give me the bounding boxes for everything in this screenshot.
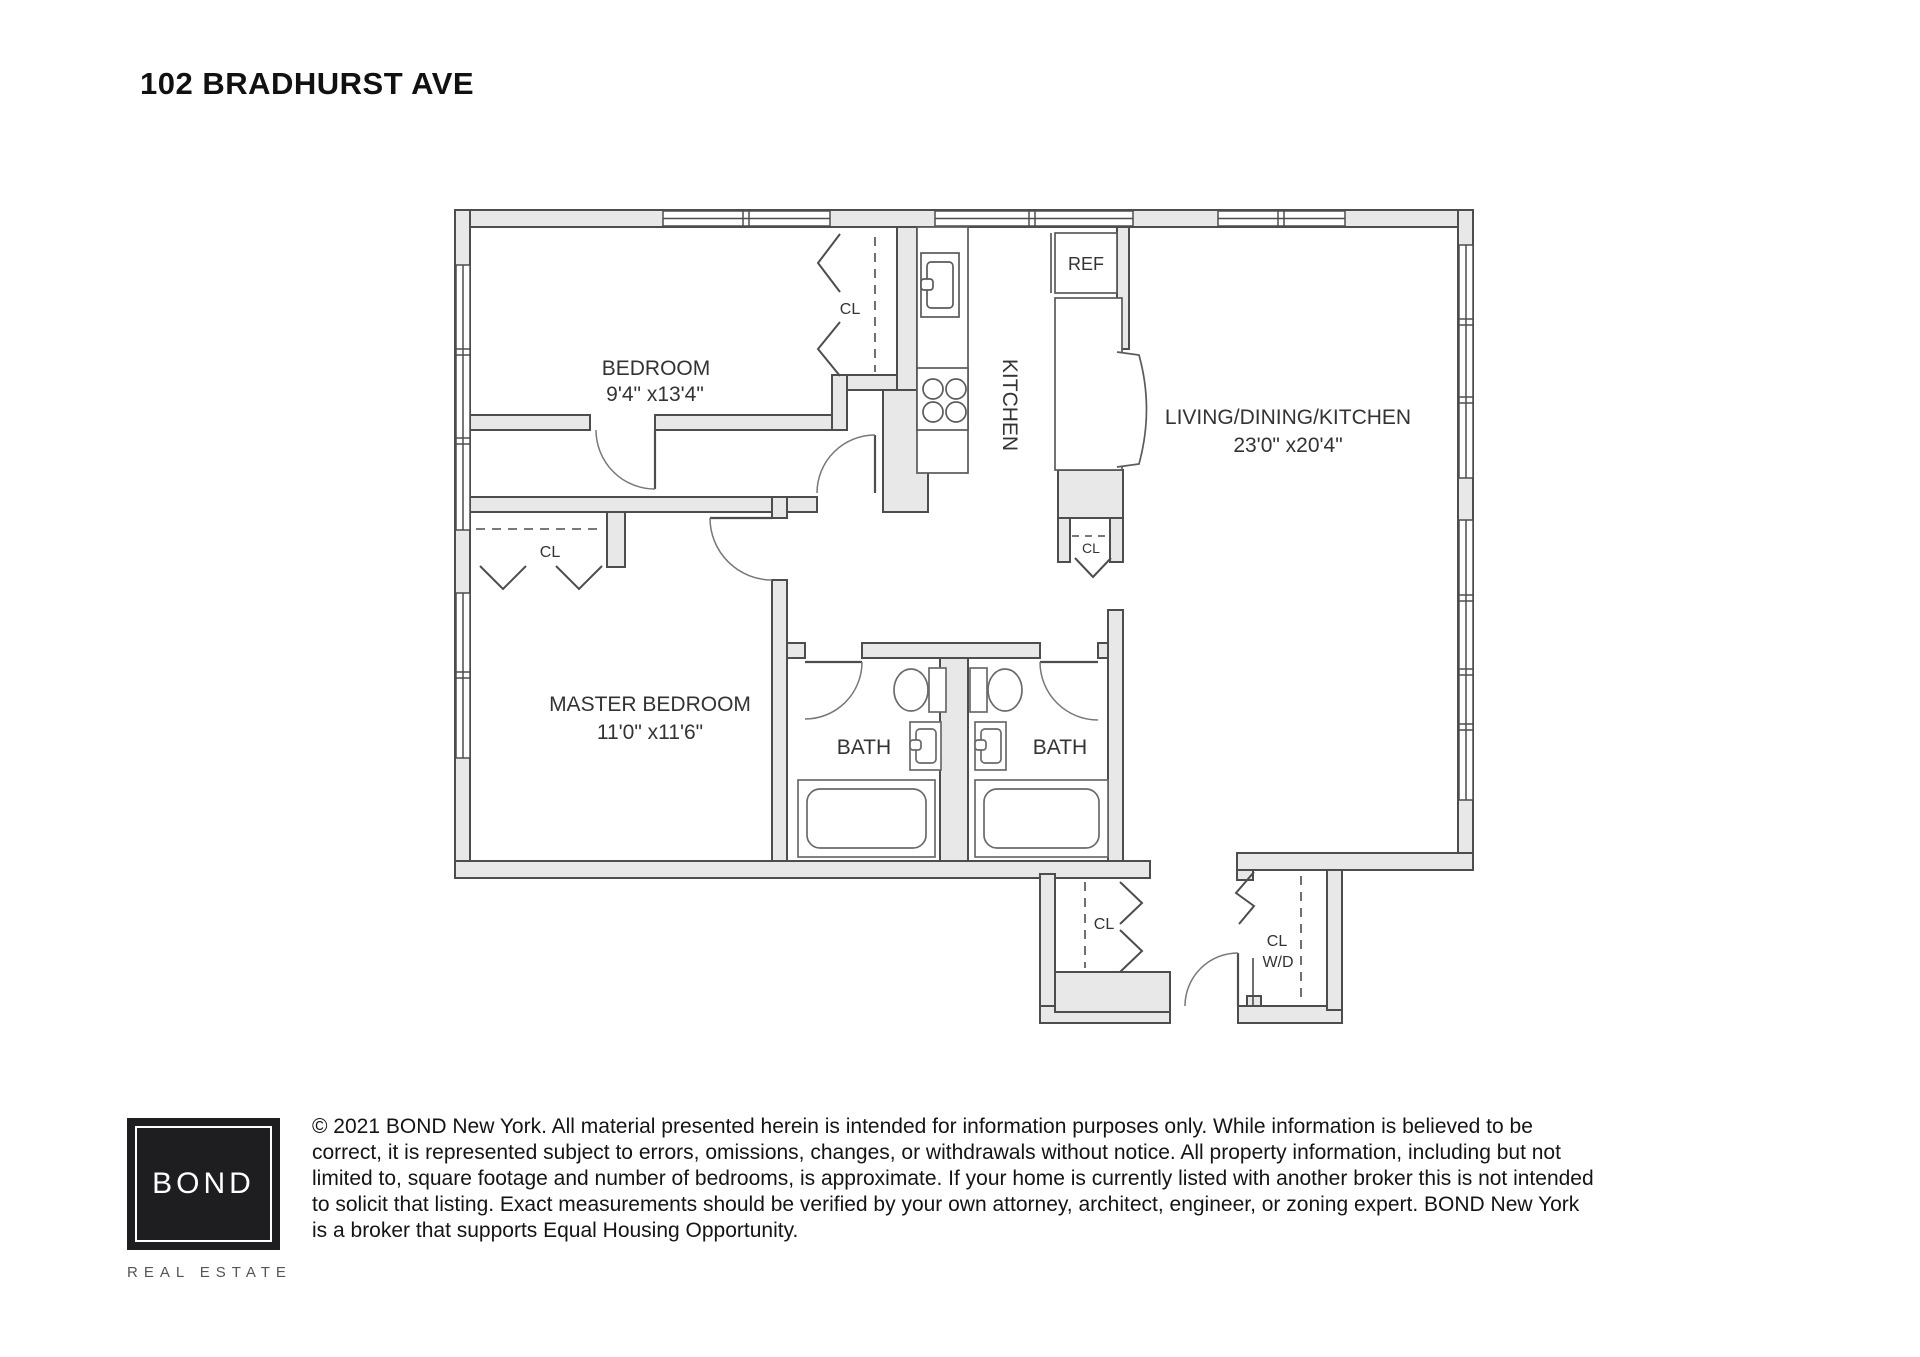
bath-sink-left-faucet [910, 740, 921, 750]
wall-master-closet-right [607, 512, 625, 567]
disclaimer-text [312, 1114, 1832, 1244]
door-bath-left [805, 662, 862, 719]
window-left-1 [456, 265, 470, 530]
door-master-bedroom [710, 518, 772, 580]
burner [923, 379, 943, 399]
brand-tagline: REAL ESTATE [127, 1264, 292, 1281]
bath-right-label: BATH [1032, 736, 1088, 759]
wall-bedroom-closet-step [832, 375, 847, 430]
bedroom-dims: 9'4" x13'4" [606, 383, 704, 406]
closet-symbols [476, 234, 1301, 1006]
brand-logo-square [127, 1118, 280, 1250]
window-top-1 [663, 211, 830, 226]
wall-clwd-stub-bottom [1247, 996, 1261, 1006]
disclaimer-line: © 2021 BOND New York. All material presented herein is intended for information purposes only. While information is believed to be [312, 1115, 1533, 1138]
bath-sink-right-faucet [975, 740, 986, 750]
living-label: LIVING/DINING/KITCHEN [1164, 406, 1412, 429]
wall-bedroom-closet-right [897, 227, 917, 390]
wall-below-entry-closet [1055, 972, 1170, 1012]
bathtub-right-inner [984, 789, 1099, 848]
bathtub-left-inner [807, 789, 926, 848]
page-title: 102 BRADHURST AVE [140, 66, 475, 101]
burner [923, 402, 943, 422]
window-top-3 [1218, 211, 1345, 226]
toilet-bowl-left [894, 669, 928, 711]
window-left-2 [456, 593, 470, 758]
living-dims: 23'0" x20'4" [1233, 434, 1343, 457]
cl-wd-label-line2: W/D [1262, 954, 1294, 971]
stove [917, 368, 968, 430]
wall-bath-top-2 [862, 643, 1040, 658]
bath-left-label: BATH [836, 736, 892, 759]
brand-name: BOND [152, 1167, 255, 1200]
toilet-bowl-right [988, 669, 1022, 711]
wall-bedroom-bottom-mid [655, 415, 832, 430]
wall-clwd-right [1327, 870, 1342, 1010]
cl-entry-label: CL [1093, 916, 1115, 933]
kitchen-fixtures [917, 227, 1147, 473]
door-bedroom [596, 430, 655, 489]
window-right-1 [1459, 245, 1473, 478]
ref-label: REF [1068, 254, 1104, 274]
kitchen-label: KITCHEN [998, 358, 1021, 452]
wall-bedroom-bottom-west [470, 415, 590, 430]
bedroom-label: BEDROOM [601, 357, 711, 380]
wall-hall-south [470, 497, 787, 512]
cl-bedroom-label: CL [839, 301, 861, 318]
wall-hall-closet-left [1058, 518, 1070, 562]
wall-hall-closet-top [1058, 470, 1123, 518]
kitchen-cabinet-right [1055, 298, 1122, 470]
door-bath-right [1040, 662, 1098, 720]
doors [596, 430, 1238, 1006]
window-top-2 [935, 211, 1133, 226]
window-right-2 [1459, 520, 1473, 800]
wall-master-west [772, 580, 787, 861]
wall-bath-top-1 [787, 643, 805, 658]
master-bedroom-label: MASTER BEDROOM [549, 693, 751, 716]
wall-master-door-stub [772, 497, 787, 518]
toilet-tank-left [929, 668, 946, 712]
door-hallway [817, 435, 875, 493]
toilet-tank-right [970, 668, 987, 712]
door-entry [1185, 953, 1238, 1006]
master-bedroom-dims: 11'0" x11'6" [596, 721, 704, 744]
brand-logo [127, 1118, 292, 1281]
wall-living-left [1108, 610, 1123, 861]
kitchen-sink-faucet [921, 279, 933, 290]
cl-master-label: CL [539, 544, 561, 561]
cl-wd-label-line1: CL [1266, 933, 1288, 950]
cl-hall-label: CL [1082, 540, 1100, 556]
wall-hall-south-east [787, 497, 817, 512]
disclaimer-line: limited to, square footage and number of bedrooms, is approximate. If your home is currently listed with another broker this is not intended [312, 1167, 1594, 1190]
disclaimer-line: is a broker that supports Equal Housing Opportunity. [312, 1219, 799, 1242]
wall-vestibule-left [1040, 874, 1055, 1023]
curved-counter [1117, 352, 1147, 467]
disclaimer-line: correct, it is represented subject to errors, omissions, changes, or withdrawals without notice. All property information, including but not [312, 1141, 1561, 1164]
burner [946, 402, 966, 422]
burner [946, 379, 966, 399]
wall-living-bottom [1237, 853, 1473, 870]
wall-hall-closet-right [1110, 518, 1123, 562]
disclaimer-line: to solicit that listing. Exact measurements should be verified by your own attorney, architect, engineer, or zoning expert. BOND New York [312, 1193, 1580, 1216]
